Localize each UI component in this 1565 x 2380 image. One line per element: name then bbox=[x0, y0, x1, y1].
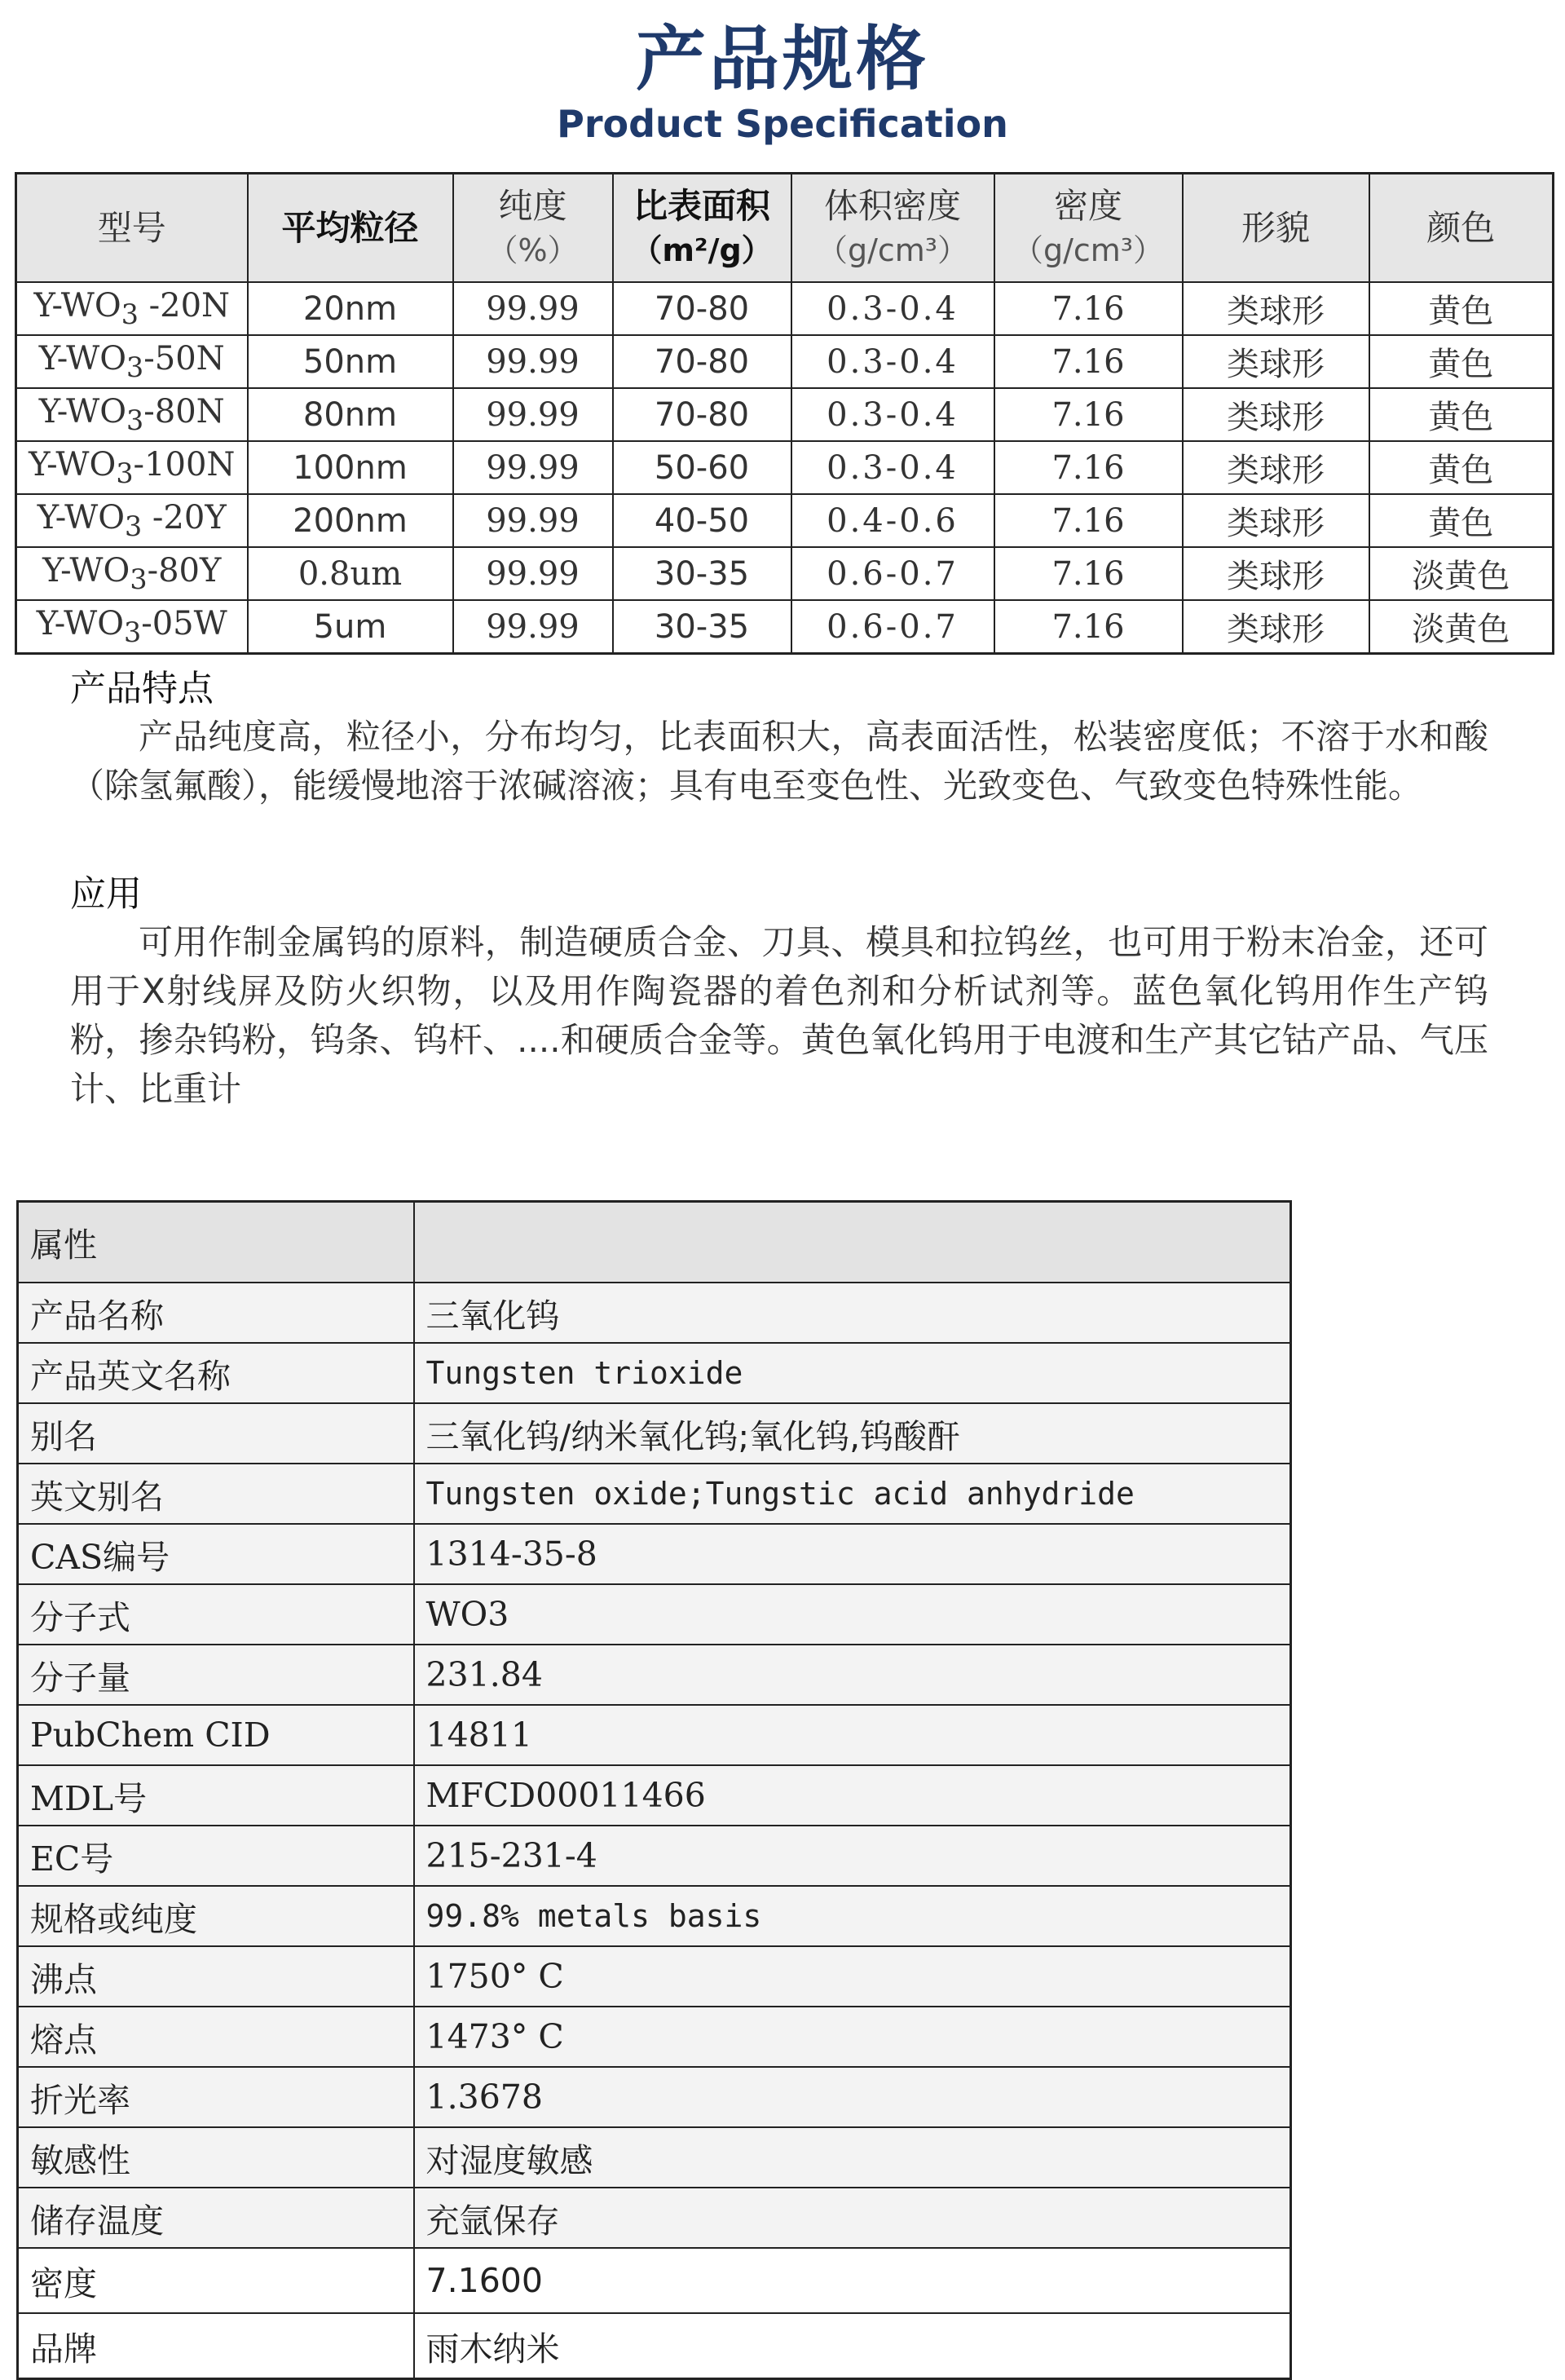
model-prefix: Y-WO bbox=[36, 605, 124, 642]
property-row bbox=[18, 2067, 1291, 2127]
cell-color: 黄色 bbox=[1369, 282, 1554, 335]
spec-row bbox=[16, 494, 1554, 547]
property-value: 231.84 bbox=[414, 1645, 1291, 1705]
cell-shape: 类球形 bbox=[1183, 335, 1369, 388]
cell-purity: 99.99 bbox=[453, 600, 613, 654]
header-purity bbox=[453, 174, 613, 283]
property-label: 储存温度 bbox=[18, 2188, 414, 2248]
spec-row bbox=[16, 600, 1554, 654]
cell-density: 7.16 bbox=[994, 600, 1183, 654]
header-color: 颜色 bbox=[1369, 174, 1554, 283]
header-avg-size: 平均粒径 bbox=[248, 174, 453, 283]
cell-model bbox=[16, 388, 248, 441]
spec-table bbox=[15, 172, 1554, 655]
property-row bbox=[18, 1645, 1291, 1705]
property-label: 品牌 bbox=[18, 2313, 414, 2379]
property-row bbox=[18, 1283, 1291, 1343]
spec-row bbox=[16, 388, 1554, 441]
cell-bulk: 0.3-0.4 bbox=[791, 441, 994, 494]
property-label: 密度 bbox=[18, 2248, 414, 2313]
cell-purity: 99.99 bbox=[453, 282, 613, 335]
cell-bulk: 0.6-0.7 bbox=[791, 600, 994, 654]
cell-bulk: 0.3-0.4 bbox=[791, 388, 994, 441]
spec-row bbox=[16, 335, 1554, 388]
property-label: 沸点 bbox=[18, 1946, 414, 2007]
cell-density: 7.16 bbox=[994, 388, 1183, 441]
model-suffix: -50N bbox=[143, 340, 225, 378]
model-subscript: 3 bbox=[126, 404, 144, 436]
property-row bbox=[18, 2313, 1291, 2379]
model-subscript: 3 bbox=[124, 510, 143, 542]
cell-size: 0.8um bbox=[248, 547, 453, 600]
model-suffix: -05W bbox=[141, 605, 227, 642]
header-bulk-density-unit: （g/cm³） bbox=[816, 232, 969, 268]
property-label: 熔点 bbox=[18, 2007, 414, 2067]
model-subscript: 3 bbox=[126, 351, 144, 383]
cell-color: 黄色 bbox=[1369, 441, 1554, 494]
cell-size: 50nm bbox=[248, 335, 453, 388]
cell-purity: 99.99 bbox=[453, 547, 613, 600]
property-value: 1473° C bbox=[414, 2007, 1291, 2067]
property-row bbox=[18, 1464, 1291, 1524]
cell-size: 200nm bbox=[248, 494, 453, 547]
spec-row bbox=[16, 441, 1554, 494]
properties-header-label: 属性 bbox=[18, 1202, 414, 1283]
property-row bbox=[18, 1705, 1291, 1765]
application-text: 可用作制金属钨的原料，制造硬质合金、刀具、模具和拉钨丝，也可用于粉末冶金，还可用于X射线屏及防火织物，以及用作陶瓷器的着色剂和分析试剂等。蓝色氧化钨用作生产钨粉，掺杂钨粉，钨条、钨杆、....和硬质合金等。黄色氧化钨用于电渡和生产其它钴产品、气压计、比重计 bbox=[70, 922, 1488, 1109]
header-purity-unit: （%） bbox=[487, 232, 579, 268]
spec-row bbox=[16, 282, 1554, 335]
cell-density: 7.16 bbox=[994, 547, 1183, 600]
property-row bbox=[18, 1524, 1291, 1584]
property-value: WO3 bbox=[414, 1584, 1291, 1645]
features-text: 产品纯度高，粒径小，分布均匀，比表面积大，高表面活性，松装密度低；不溶于水和酸（除氢氟酸），能缓慢地溶于浓碱溶液；具有电至变色性、光致变色、气致变色特殊性能。 bbox=[70, 717, 1488, 806]
cell-purity: 99.99 bbox=[453, 494, 613, 547]
property-value: 1314-35-8 bbox=[414, 1524, 1291, 1584]
property-label: 产品英文名称 bbox=[18, 1343, 414, 1403]
property-row bbox=[18, 2007, 1291, 2067]
property-row bbox=[18, 1886, 1291, 1946]
cell-area: 70-80 bbox=[613, 282, 791, 335]
header-bulk-density bbox=[791, 174, 994, 283]
property-label: PubChem CID bbox=[18, 1705, 414, 1765]
property-label: 折光率 bbox=[18, 2067, 414, 2127]
model-suffix: -80N bbox=[143, 393, 225, 431]
cell-size: 5um bbox=[248, 600, 453, 654]
cell-model bbox=[16, 494, 248, 547]
property-value: 99.8% metals basis bbox=[414, 1886, 1291, 1946]
property-value: 215-231-4 bbox=[414, 1826, 1291, 1886]
model-suffix: -20N bbox=[138, 287, 231, 325]
spec-header-row bbox=[16, 174, 1554, 283]
model-subscript: 3 bbox=[130, 563, 148, 595]
cell-area: 70-80 bbox=[613, 388, 791, 441]
model-subscript: 3 bbox=[124, 616, 142, 648]
cell-density: 7.16 bbox=[994, 282, 1183, 335]
cell-shape: 类球形 bbox=[1183, 600, 1369, 654]
properties-header-value bbox=[414, 1202, 1291, 1283]
cell-bulk: 0.4-0.6 bbox=[791, 494, 994, 547]
cell-model bbox=[16, 547, 248, 600]
property-label: EC号 bbox=[18, 1826, 414, 1886]
property-row bbox=[18, 1765, 1291, 1826]
model-suffix: -100N bbox=[133, 446, 236, 484]
cell-area: 30-35 bbox=[613, 600, 791, 654]
property-value: 充氩保存 bbox=[414, 2188, 1291, 2248]
properties-header-row bbox=[18, 1202, 1291, 1283]
cell-purity: 99.99 bbox=[453, 388, 613, 441]
property-label: 分子式 bbox=[18, 1584, 414, 1645]
property-row bbox=[18, 1826, 1291, 1886]
cell-model bbox=[16, 600, 248, 654]
property-value: 7.1600 bbox=[414, 2248, 1291, 2313]
header-shape: 形貌 bbox=[1183, 174, 1369, 283]
cell-model bbox=[16, 282, 248, 335]
cell-area: 70-80 bbox=[613, 335, 791, 388]
properties-table bbox=[16, 1200, 1292, 2380]
cell-color: 黄色 bbox=[1369, 388, 1554, 441]
property-value: 三氧化钨/纳米氧化钨;氧化钨,钨酸酐 bbox=[414, 1403, 1291, 1464]
cell-density: 7.16 bbox=[994, 335, 1183, 388]
cell-shape: 类球形 bbox=[1183, 494, 1369, 547]
property-row bbox=[18, 1403, 1291, 1464]
property-value: MFCD00011466 bbox=[414, 1765, 1291, 1826]
model-prefix: Y-WO bbox=[37, 499, 125, 536]
cell-density: 7.16 bbox=[994, 441, 1183, 494]
property-value: 1.3678 bbox=[414, 2067, 1291, 2127]
property-label: CAS编号 bbox=[18, 1524, 414, 1584]
header-density bbox=[994, 174, 1183, 283]
header-surface-area-unit: （m²/g） bbox=[631, 232, 773, 268]
property-label: 分子量 bbox=[18, 1645, 414, 1705]
cell-model bbox=[16, 441, 248, 494]
cell-purity: 99.99 bbox=[453, 335, 613, 388]
property-row bbox=[18, 1584, 1291, 1645]
header-model: 型号 bbox=[16, 174, 248, 283]
model-suffix: -20Y bbox=[142, 499, 227, 536]
cell-density: 7.16 bbox=[994, 494, 1183, 547]
property-value: 1750° C bbox=[414, 1946, 1291, 2007]
model-prefix: Y-WO bbox=[33, 287, 121, 325]
property-label: 别名 bbox=[18, 1403, 414, 1464]
cell-color: 淡黄色 bbox=[1369, 547, 1554, 600]
cell-color: 黄色 bbox=[1369, 335, 1554, 388]
property-label: MDL号 bbox=[18, 1765, 414, 1826]
cell-purity: 99.99 bbox=[453, 441, 613, 494]
cell-area: 30-35 bbox=[613, 547, 791, 600]
property-label: 敏感性 bbox=[18, 2127, 414, 2188]
cell-size: 20nm bbox=[248, 282, 453, 335]
property-label: 规格或纯度 bbox=[18, 1886, 414, 1946]
property-value: 对湿度敏感 bbox=[414, 2127, 1291, 2188]
cell-shape: 类球形 bbox=[1183, 282, 1369, 335]
cell-shape: 类球形 bbox=[1183, 388, 1369, 441]
cell-bulk: 0.6-0.7 bbox=[791, 547, 994, 600]
cell-model bbox=[16, 335, 248, 388]
cell-area: 50-60 bbox=[613, 441, 791, 494]
property-value: Tungsten trioxide bbox=[414, 1343, 1291, 1403]
property-value: Tungsten oxide;Tungstic acid anhydride bbox=[414, 1464, 1291, 1524]
cell-area: 40-50 bbox=[613, 494, 791, 547]
property-value: 三氧化钨 bbox=[414, 1283, 1291, 1343]
header-density-label: 密度 bbox=[1053, 185, 1122, 226]
cell-bulk: 0.3-0.4 bbox=[791, 282, 994, 335]
model-prefix: Y-WO bbox=[38, 393, 127, 431]
features-heading: 产品特点 bbox=[70, 668, 214, 709]
header-bulk-density-label: 体积密度 bbox=[823, 185, 961, 226]
property-label: 英文别名 bbox=[18, 1464, 414, 1524]
model-prefix: Y-WO bbox=[38, 340, 127, 378]
model-subscript: 3 bbox=[116, 457, 134, 489]
header-density-unit: （g/cm³） bbox=[1012, 232, 1165, 268]
property-value: 14811 bbox=[414, 1705, 1291, 1765]
property-row bbox=[18, 2188, 1291, 2248]
property-row bbox=[18, 2127, 1291, 2188]
model-prefix: Y-WO bbox=[42, 552, 130, 589]
property-value: 雨木纳米 bbox=[414, 2313, 1291, 2379]
cell-size: 80nm bbox=[248, 388, 453, 441]
property-row bbox=[18, 1946, 1291, 2007]
header-surface-area-label: 比表面积 bbox=[633, 185, 770, 226]
model-prefix: Y-WO bbox=[29, 446, 117, 484]
page-title: 产品规格 bbox=[636, 19, 929, 100]
model-suffix: -80Y bbox=[147, 552, 222, 589]
property-label: 产品名称 bbox=[18, 1283, 414, 1343]
cell-color: 淡黄色 bbox=[1369, 600, 1554, 654]
page-subtitle: Product Specification bbox=[557, 102, 1008, 146]
application-heading: 应用 bbox=[70, 873, 142, 915]
cell-size: 100nm bbox=[248, 441, 453, 494]
cell-shape: 类球形 bbox=[1183, 547, 1369, 600]
cell-shape: 类球形 bbox=[1183, 441, 1369, 494]
cell-color: 黄色 bbox=[1369, 494, 1554, 547]
header-purity-label: 纯度 bbox=[498, 185, 567, 226]
model-subscript: 3 bbox=[121, 298, 139, 330]
spec-row bbox=[16, 547, 1554, 600]
property-row bbox=[18, 2248, 1291, 2313]
cell-bulk: 0.3-0.4 bbox=[791, 335, 994, 388]
property-row bbox=[18, 1343, 1291, 1403]
header-surface-area bbox=[613, 174, 791, 283]
